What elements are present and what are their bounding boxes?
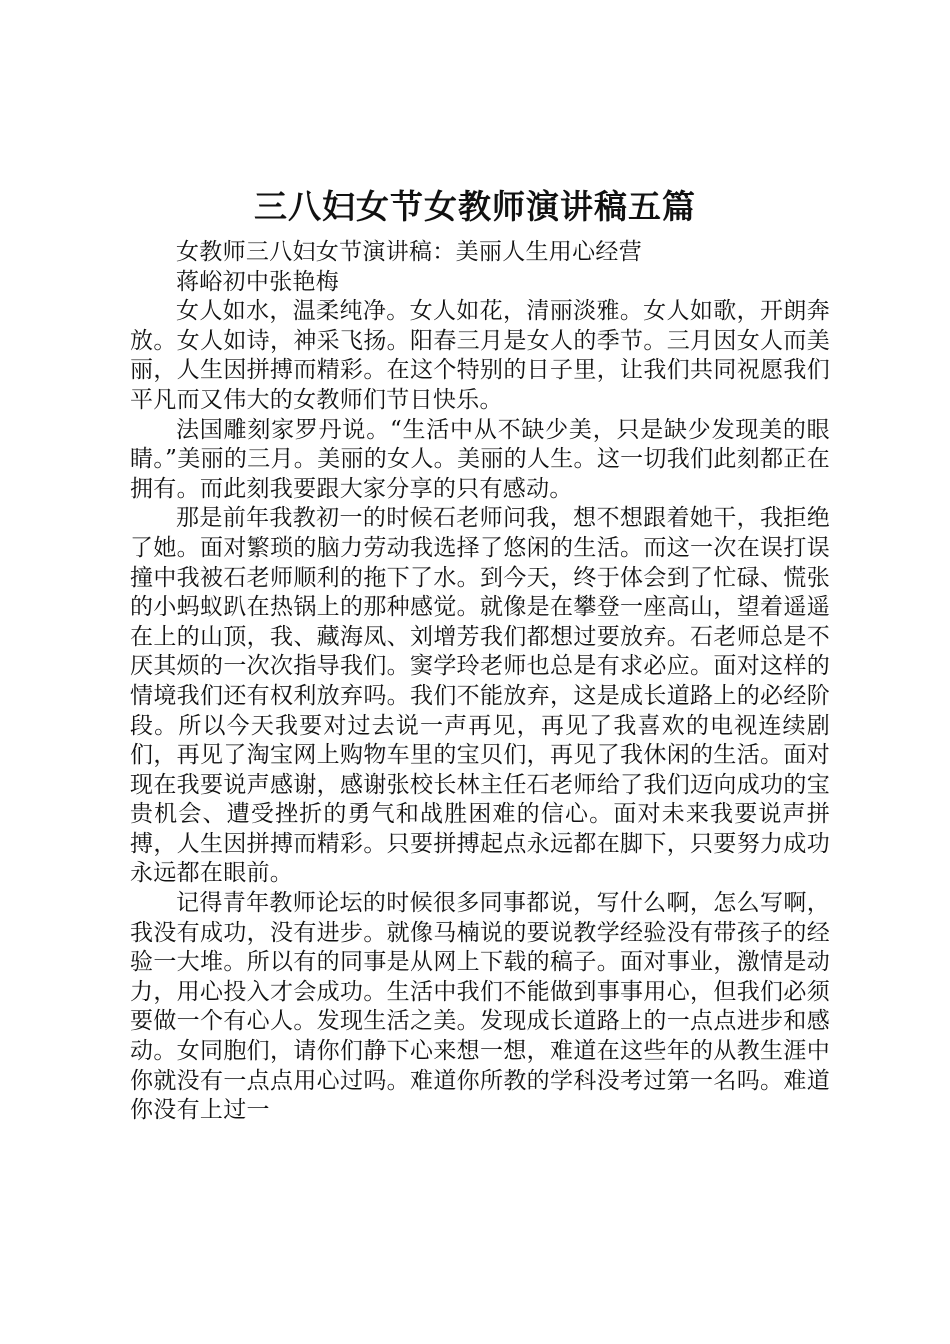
paragraph: 那是前年我教初一的时候石老师问我，想不想跟着她干，我拒绝了她。面对繁琐的脑力劳动我选择了悠闲的生活。而这一次在误打误撞中我被石老师顺利的拖下了水。到今天，终于体会到了忙碌、慌张的小蚂蚁趴在热锅上的那种感觉。就像是在攀登一座高山，望着遥遥在上的山顶，我、藏海凤、刘增芳我们都想过要放弃。石老师总是不厌其烦的一次次指导我们。窦学玲老师也总是有求必应。面对这样的情境我们还有权利放弃吗。我们不能放弃，这是成长道路上的必经阶段。所以今天我要对过去说一声再见，再见了我喜欢的电视连续剧们，再见了淘宝网上购物车里的宝贝们，再见了我休闲的生活。面对现在我要说声感谢，感谢张校长林主任石老师给了我们迈向成功的宝贵机会、遭受挫折的勇气和战胜困难的信心。面对未来我要说声拼搏，人生因拼搏而精彩。只要拼搏起点永远都在脚下，只要努力成功永远都在眼前。 — [130, 505, 830, 887]
document-body — [130, 238, 830, 1126]
paragraph: 记得青年教师论坛的时候很多同事都说，写什么啊，怎么写啊，我没有成功，没有进步。就像马楠说的要说教学经验没有带孩子的经验一大堆。所以有的同事是从网上下载的稿子。面对事业，激情是动力，用心投入才会成功。生活中我们不能做到事事用心，但我们必须要做一个有心人。发现生活之美。发现成长道路上的一点点进步和感动。女同胞们，请你们静下心来想一想，难道在这些年的从教生涯中你就没有一点点用心过吗。难道你所教的学科没考过第一名吗。难道你没有上过一 — [130, 890, 830, 1124]
paragraph: 法国雕刻家罗丹说。“生活中从不缺少美，只是缺少发现美的眼睛。”美丽的三月。美丽的女人。美丽的人生。这一切我们此刻都正在拥有。而此刻我要跟大家分享的只有感动。 — [130, 416, 830, 502]
paragraph: 女人如水，温柔纯净。女人如花，清丽淡雅。女人如歌，开朗奔放。女人如诗，神采飞扬。阳春三月是女人的季节。三月因女人而美丽，人生因拼搏而精彩。在这个特别的日子里，让我们共同祝愿我们平凡而又伟大的女教师们节日快乐。 — [130, 298, 830, 413]
document-title: 三八妇女节女教师演讲稿五篇 — [254, 187, 696, 226]
speech-subtitle: 女教师三八妇女节演讲稿：美丽人生用心经营 — [176, 239, 642, 265]
speech-author: 蒋峪初中张艳梅 — [176, 268, 340, 295]
